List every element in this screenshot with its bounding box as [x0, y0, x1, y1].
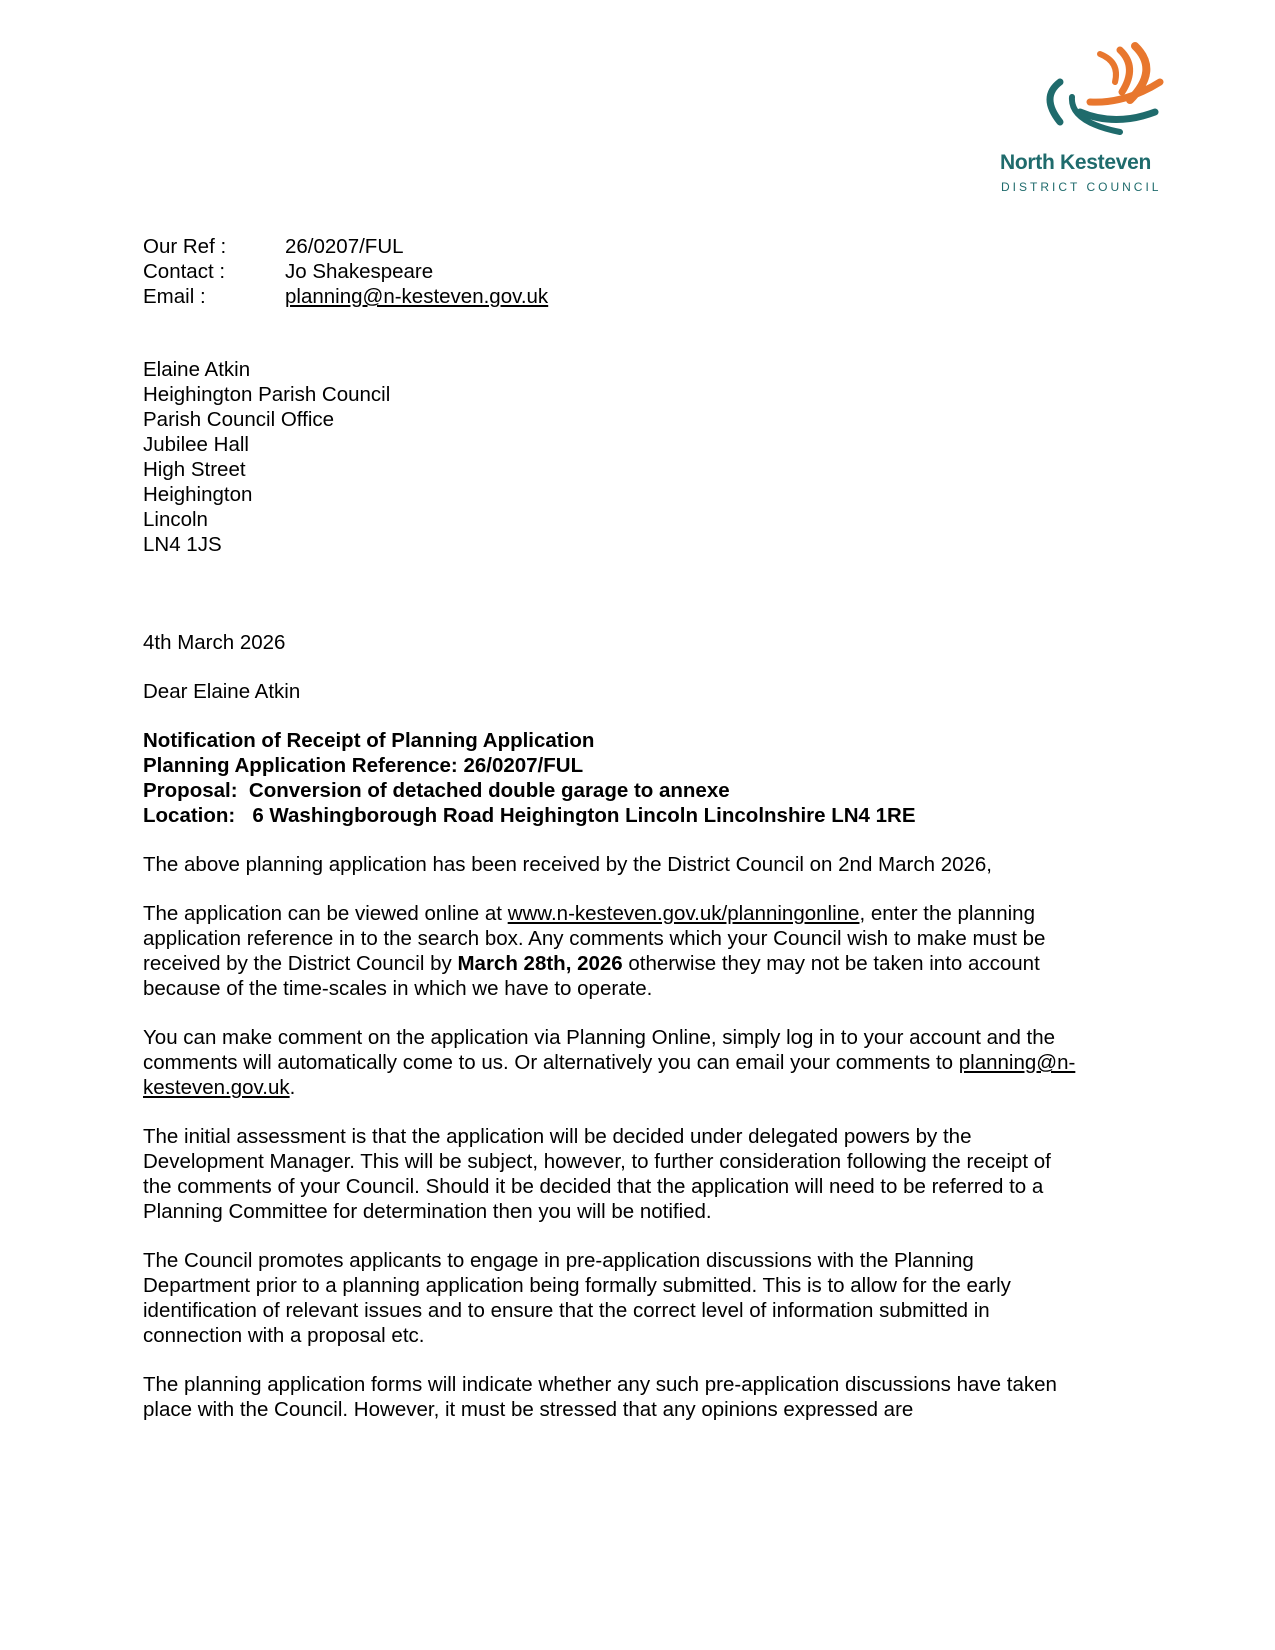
- text: The application can be viewed online at: [143, 902, 508, 925]
- address-line: Elaine Atkin: [143, 358, 251, 381]
- letter-date: 4th March 2026: [143, 631, 286, 654]
- address-line: Parish Council Office: [143, 408, 335, 431]
- letter-body: [143, 234, 1083, 1422]
- address-line: Heighington: [143, 483, 253, 506]
- contact-label: Contact :: [143, 260, 226, 283]
- contact-value: Jo Shakespeare: [285, 260, 434, 283]
- logo-subtitle: DISTRICT COUNCIL: [1001, 180, 1162, 194]
- planning-online-link[interactable]: www.n-kesteven.gov.uk/planningonline: [507, 902, 860, 925]
- application-heading: [143, 728, 1083, 828]
- logo-name: North Kesteven: [1000, 151, 1152, 174]
- paragraph-received: The above planning application has been received by the District Council on 2nd March 2026,: [143, 853, 992, 876]
- heading-line: Location: 6 Washingborough Road Heighington Lincoln Lincolnshire LN4 1RE: [143, 804, 916, 827]
- council-logo: [1000, 42, 1240, 202]
- heading-line: Planning Application Reference: 26/0207/FUL: [143, 754, 584, 777]
- ref-label: Our Ref :: [143, 235, 227, 258]
- address-line: Lincoln: [143, 508, 208, 531]
- address-line: High Street: [143, 458, 246, 481]
- contact-row: [143, 259, 548, 284]
- paragraph-assessment: The initial assessment is that the application will be decided under delegated powers by the Development Manager. This will be subject, however, to further consideration following the receipt of the comments of your Council. Should it be decided that the application will need to be referred to a Planning Committee for determination then you will be notified.: [143, 1125, 1051, 1223]
- ref-value: 26/0207/FUL: [285, 235, 404, 258]
- email-label: Email :: [143, 285, 206, 308]
- salutation: Dear Elaine Atkin: [143, 680, 301, 703]
- ref-row: [143, 234, 548, 259]
- text: .: [289, 1076, 296, 1099]
- heading-line: Proposal: Conversion of detached double garage to annexe: [143, 779, 730, 802]
- address-line: LN4 1JS: [143, 533, 222, 556]
- address-line: Jubilee Hall: [143, 433, 249, 456]
- email-row: [143, 284, 548, 309]
- heading-line: Notification of Receipt of Planning Application: [143, 729, 595, 752]
- paragraph-comment: [143, 1025, 1083, 1100]
- text: , enter the planning application reference in to the search box. Any comments which your Council wish to make must be received by the District Council by: [143, 902, 1046, 975]
- email-link[interactable]: planning@n-kesteven.gov.uk: [285, 285, 549, 308]
- reference-block: [143, 234, 548, 309]
- deadline-date: March 28th, 2026: [457, 952, 623, 975]
- email-link[interactable]: planning@n-kesteven.gov.uk: [143, 1051, 1076, 1099]
- text: otherwise they may not be taken into account because of the time-scales in which we have to operate.: [143, 952, 1040, 1000]
- paragraph-forms: The planning application forms will indicate whether any such pre-application discussions have taken place with the Council. However, it must be stressed that any opinions expressed are: [143, 1373, 1057, 1421]
- text: You can make comment on the application via Planning Online, simply log in to your account and the comments will automatically come to us. Or alternatively you can email your comments to: [143, 1026, 1056, 1074]
- paragraph-pre-application: The Council promotes applicants to engage in pre-application discussions with the Planning Department prior to a planning application being formally submitted. This is to allow for the early identification of relevant issues and to ensure that the correct level of information submitted in connection with a proposal etc.: [143, 1249, 1011, 1347]
- paragraph-view-online: [143, 901, 1083, 1001]
- address-line: Heighington Parish Council: [143, 383, 391, 406]
- swirl-logo-icon: [1030, 42, 1180, 142]
- recipient-address: [143, 357, 1083, 557]
